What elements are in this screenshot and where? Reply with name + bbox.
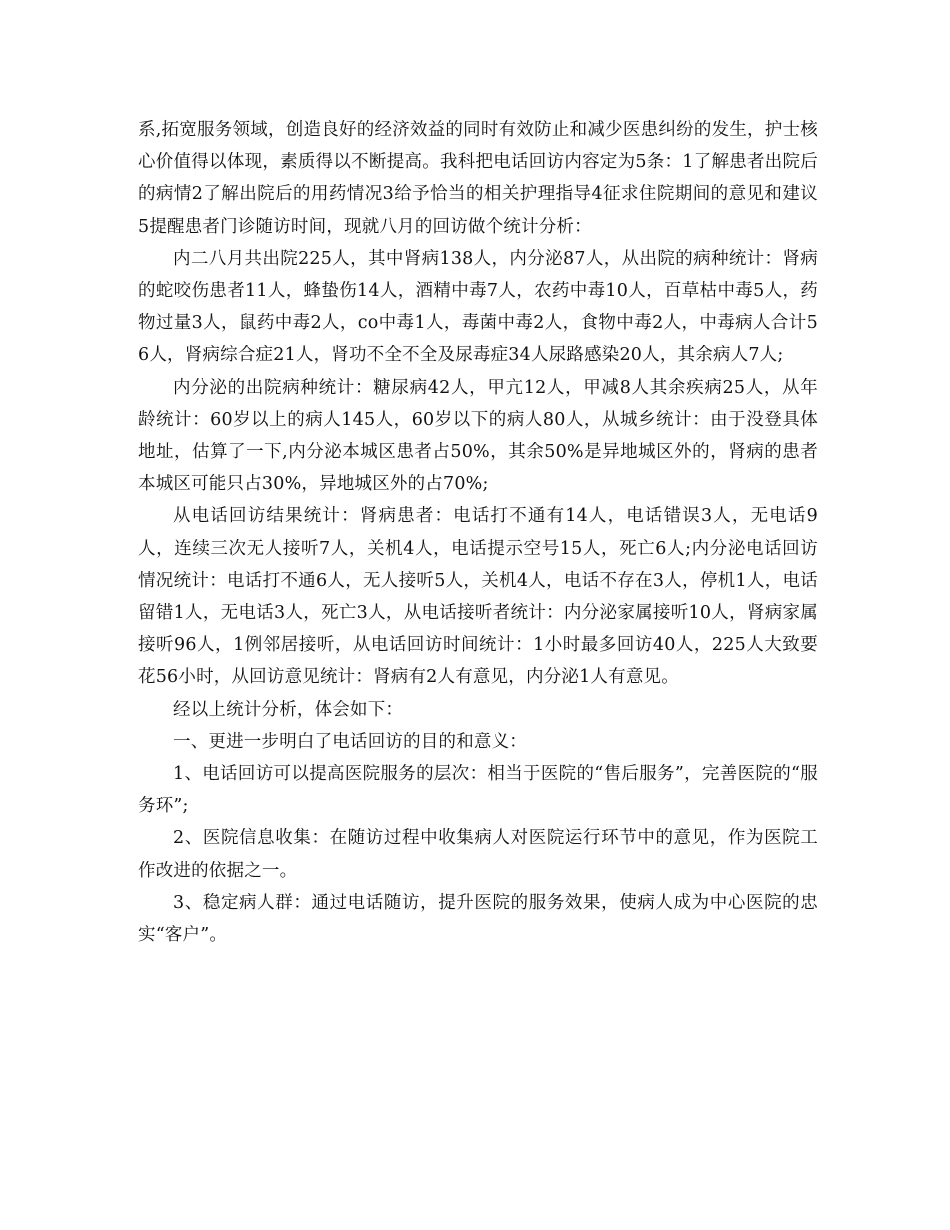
paragraph-intro-continued: 系,拓宽服务领域，创造良好的经济效益的同时有效防止和减少医患纠纷的发生，护士核心价值得以体现，素质得以不断提高。我科把电话回访内容定为5条：1了解患者出院后的病情2了解出院后的用药情况3给予恰当的相关护理指导4征求住院期间的意见和建议5提醒患者门诊随访时间，现就八月的回访做个统计分析： bbox=[138, 120, 818, 237]
paragraph-endocrine-statistics: 内分泌的出院病种统计：糖尿病42人，甲亢12人，甲减8人其余疾病25人，从年龄统计：60岁以上的病人145人，60岁以下的病人80人，从城乡统计：由于没登具体地址，估算了一下,内分泌本城区患者占50%，其余50%是异地城区外的，肾病的患者本城区可能只占30%，异地城区外的占70%; bbox=[138, 377, 818, 495]
list-item-stabilize-patients: 3、稳定病人群：通过电话随访，提升医院的服务效果，使病人成为中心医院的忠实“客户”。 bbox=[138, 892, 818, 946]
list-item-service-level: 1、电话回访可以提高医院服务的层次：相当于医院的“售后服务”，完善医院的“服务环”; bbox=[138, 764, 818, 817]
paragraph-discharge-statistics: 内二八月共出院225人，其中肾病138人，内分泌87人，从出院的病种统计：肾病的蛇咬伤患者11人，蜂蛰伤14人，酒精中毒7人，农药中毒10人，百草枯中毒5人，药物过量3人，鼠药中毒2人，co中毒1人，毒菌中毒2人，食物中毒2人，中毒病人合计56人，肾病综合症21人，肾功不全不全及尿毒症34人尿路感染20人，其余病人7人; bbox=[138, 248, 818, 366]
document-page bbox=[138, 114, 818, 951]
list-item-information-collection: 2、医院信息收集：在随访过程中收集病人对医院运行环节中的意见，作为医院工作改进的依据之一。 bbox=[138, 828, 818, 881]
section-heading-purpose: 一、更进一步明白了电话回访的目的和意义： bbox=[173, 731, 527, 752]
paragraph-callback-results: 从电话回访结果统计：肾病患者：电话打不通有14人，电话错误3人，无电话9人，连续三次无人接听7人，关机4人，电话提示空号15人，死亡6人;内分泌电话回访情况统计：电话打不通6人，无人接听5人，关机4人，电话不存在3人，停机1人，电话留错1人，无电话3人，死亡3人，从电话接听者统计：内分泌家属接听10人，肾病家属接听96人，1例邻居接听，从电话回访时间统计：1小时最多回访40人，225人大致要花56小时，从回访意见统计：肾病有2人有意见，内分泌1人有意见。 bbox=[138, 506, 818, 688]
paragraph-conclusion-intro: 经以上统计分析，体会如下： bbox=[173, 699, 404, 720]
